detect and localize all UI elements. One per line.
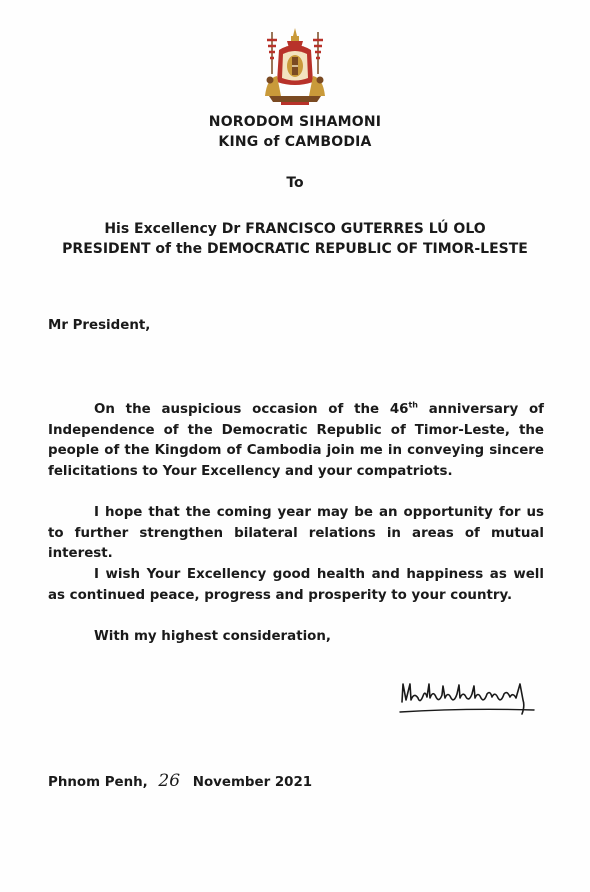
paragraph-1-superscript: th: [408, 400, 419, 410]
closing-line: [48, 627, 544, 648]
handwritten-day: 26: [158, 771, 181, 791]
paragraph-3: [48, 565, 544, 606]
paragraph-3-text: I wish Your Excellency good health and happiness as well as continued peace, progress and prosperity to your country.: [48, 567, 544, 603]
recipient-line-2: PRESIDENT of the DEMOCRATIC REPUBLIC OF TIMOR-LESTE: [62, 241, 528, 257]
recipient-block: [0, 219, 590, 259]
sender-block: [0, 112, 590, 152]
closing-text: With my highest consideration,: [94, 629, 332, 644]
salutation: Mr President,: [48, 318, 151, 333]
signature-icon: [396, 670, 544, 720]
recipient-line-1: His Excellency Dr FRANCISCO GUTERRES LÚ OLO: [104, 221, 486, 237]
paragraph-1: [48, 400, 544, 482]
royal-crest-icon: [259, 26, 331, 106]
paragraph-1-before: On the auspicious occasion of the 46: [94, 402, 409, 417]
sender-name: NORODOM SIHAMONI: [208, 114, 382, 130]
paragraph-2: [48, 503, 544, 565]
month-year: November 2021: [192, 775, 313, 790]
sender-title: KING of CAMBODIA: [218, 134, 372, 150]
paragraph-1-after: anniversary of Independence of the Democratic Republic of Timor-Leste, the people of the Kingdom of Cambodia join me in conveying sincere felicitations to Your Excellency and your compatriots.: [48, 402, 544, 479]
place: Phnom Penh,: [48, 775, 148, 790]
paragraph-2-text: I hope that the coming year may be an opportunity for us to further strengthen bilateral relations in areas of mutual interest.: [48, 505, 544, 561]
to-label: To: [286, 175, 304, 191]
place-and-date: [48, 771, 312, 791]
